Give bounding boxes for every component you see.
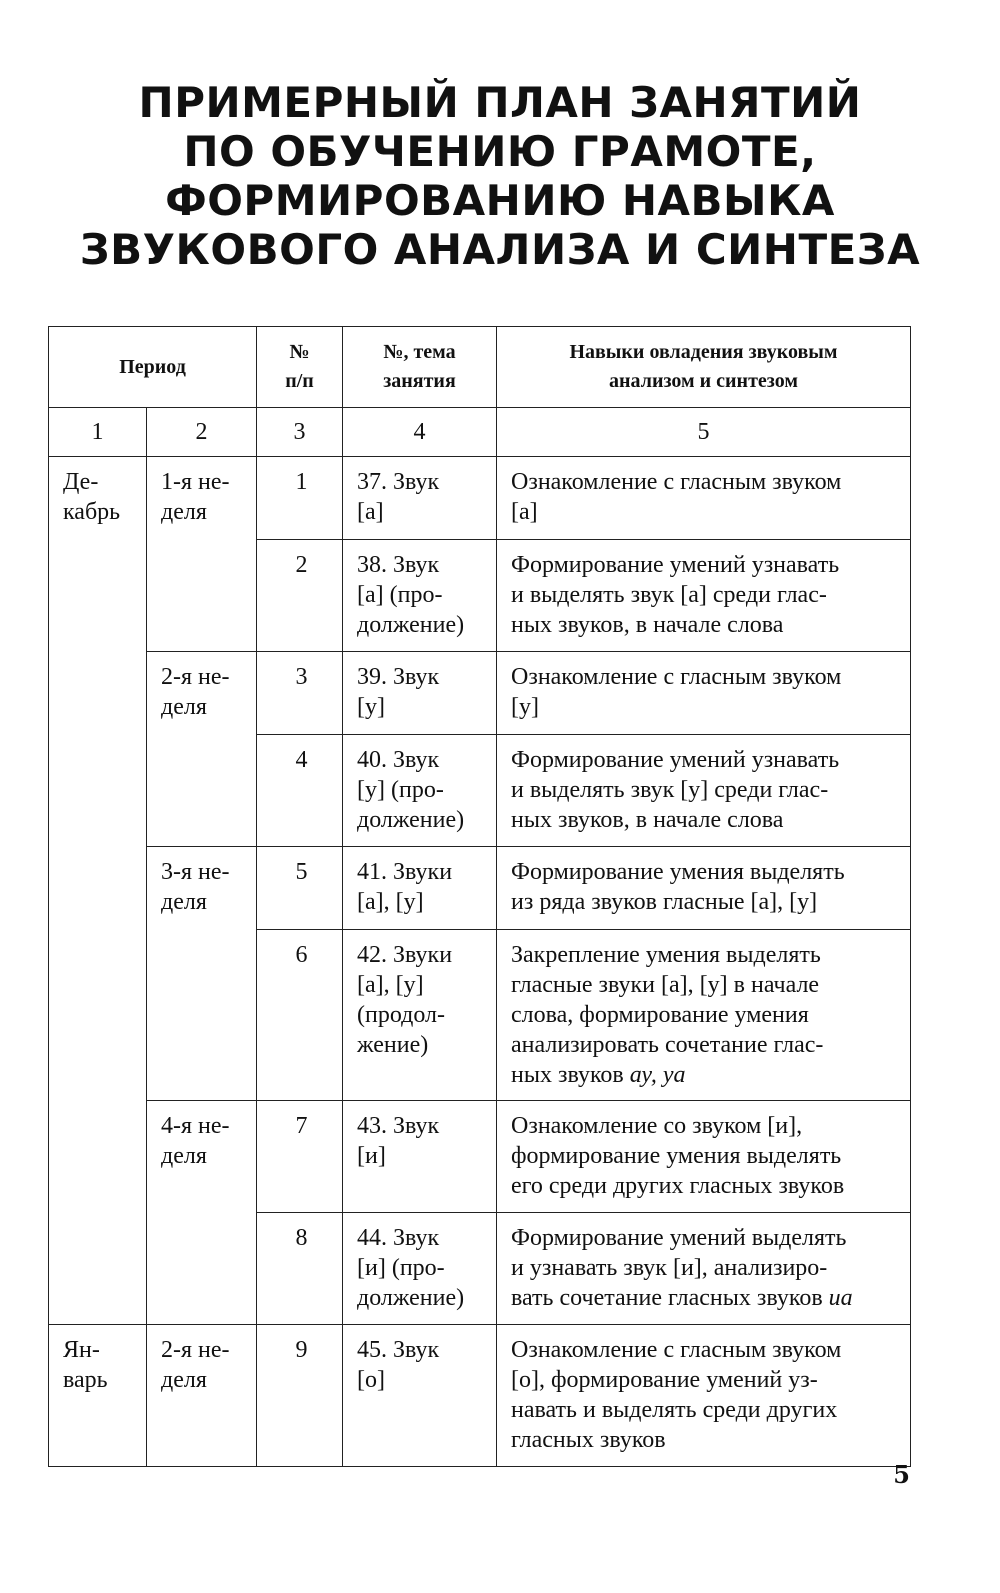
row-number: 5 — [257, 847, 343, 930]
row-number: 6 — [257, 930, 343, 1101]
topic-cell: 37. Звук [а] — [343, 457, 497, 540]
col-number: 5 — [497, 408, 911, 457]
header-num: № п/п — [257, 327, 343, 408]
table-row — [49, 847, 911, 930]
skill-cell: Ознакомление со звуком [и], формирование умения выделять его среди других гласных звуков — [497, 1101, 911, 1213]
table-row — [49, 1101, 911, 1213]
col-number: 1 — [49, 408, 147, 457]
italic-vowel-combo: иа — [828, 1285, 853, 1311]
title-line: ФОРМИРОВАНИЮ НАВЫКА — [165, 176, 835, 225]
topic-cell: 39. Звук [у] — [343, 652, 497, 735]
header-period: Период — [49, 327, 257, 408]
table-row — [49, 1325, 911, 1467]
lesson-plan-table — [48, 326, 911, 1467]
col-number: 2 — [147, 408, 257, 457]
page-number: 5 — [893, 1460, 910, 1489]
header-skills: Навыки овладения звуковым анализом и синтезом — [497, 327, 911, 408]
topic-cell: 40. Звук [у] (про- должение) — [343, 735, 497, 847]
week-cell: 1-я не- деля — [147, 457, 257, 652]
table-row — [49, 652, 911, 735]
table-row — [49, 457, 911, 540]
header-row — [49, 327, 911, 408]
topic-cell: 38. Звук [а] (про- должение) — [343, 540, 497, 652]
page-title — [0, 78, 1000, 274]
row-number: 7 — [257, 1101, 343, 1213]
row-number: 9 — [257, 1325, 343, 1467]
month-cell: Ян- варь — [49, 1325, 147, 1467]
italic-vowel-combo: ау, уа — [629, 1062, 686, 1088]
skill-cell: Закрепление умения выделять гласные звуки [а], [у] в начале слова, формирование умения анализировать сочетание глас- ных звуков ау, уа — [497, 930, 911, 1101]
title-line: ПО ОБУЧЕНИЮ ГРАМОТЕ, — [183, 127, 817, 176]
topic-cell: 42. Звуки [а], [у] (продол- жение) — [343, 930, 497, 1101]
title-line: ПРИМЕРНЫЙ ПЛАН ЗАНЯТИЙ — [138, 78, 862, 127]
column-number-row — [49, 408, 911, 457]
col-number: 3 — [257, 408, 343, 457]
skill-cell: Формирование умений узнавать и выделять звук [а] среди глас- ных звуков, в начале слова — [497, 540, 911, 652]
skill-cell: Ознакомление с гласным звуком [а] — [497, 457, 911, 540]
title-line: ЗВУКОВОГО АНАЛИЗА И СИНТЕЗА — [79, 225, 921, 274]
topic-cell: 44. Звук [и] (про- должение) — [343, 1213, 497, 1325]
month-cell: Де- кабрь — [49, 457, 147, 1325]
skill-cell: Ознакомление с гласным звуком [о], формирование умений уз- навать и выделять среди других гласных звуков — [497, 1325, 911, 1467]
skill-cell: Формирование умений выделять и узнавать звук [и], анализиро- вать сочетание гласных звуков иа — [497, 1213, 911, 1325]
week-cell: 4-я не- деля — [147, 1101, 257, 1325]
row-number: 4 — [257, 735, 343, 847]
week-cell: 2-я не- деля — [147, 652, 257, 847]
week-cell: 3-я не- деля — [147, 847, 257, 1101]
skill-cell: Формирование умений узнавать и выделять звук [у] среди глас- ных звуков, в начале слова — [497, 735, 911, 847]
skill-cell: Ознакомление с гласным звуком [у] — [497, 652, 911, 735]
row-number: 8 — [257, 1213, 343, 1325]
week-cell: 2-я не- деля — [147, 1325, 257, 1467]
row-number: 2 — [257, 540, 343, 652]
col-number: 4 — [343, 408, 497, 457]
row-number: 3 — [257, 652, 343, 735]
skill-cell: Формирование умения выделять из ряда звуков гласные [а], [у] — [497, 847, 911, 930]
topic-cell: 43. Звук [и] — [343, 1101, 497, 1213]
topic-cell: 45. Звук [о] — [343, 1325, 497, 1467]
header-topic: №, тема занятия — [343, 327, 497, 408]
row-number: 1 — [257, 457, 343, 540]
topic-cell: 41. Звуки [а], [у] — [343, 847, 497, 930]
